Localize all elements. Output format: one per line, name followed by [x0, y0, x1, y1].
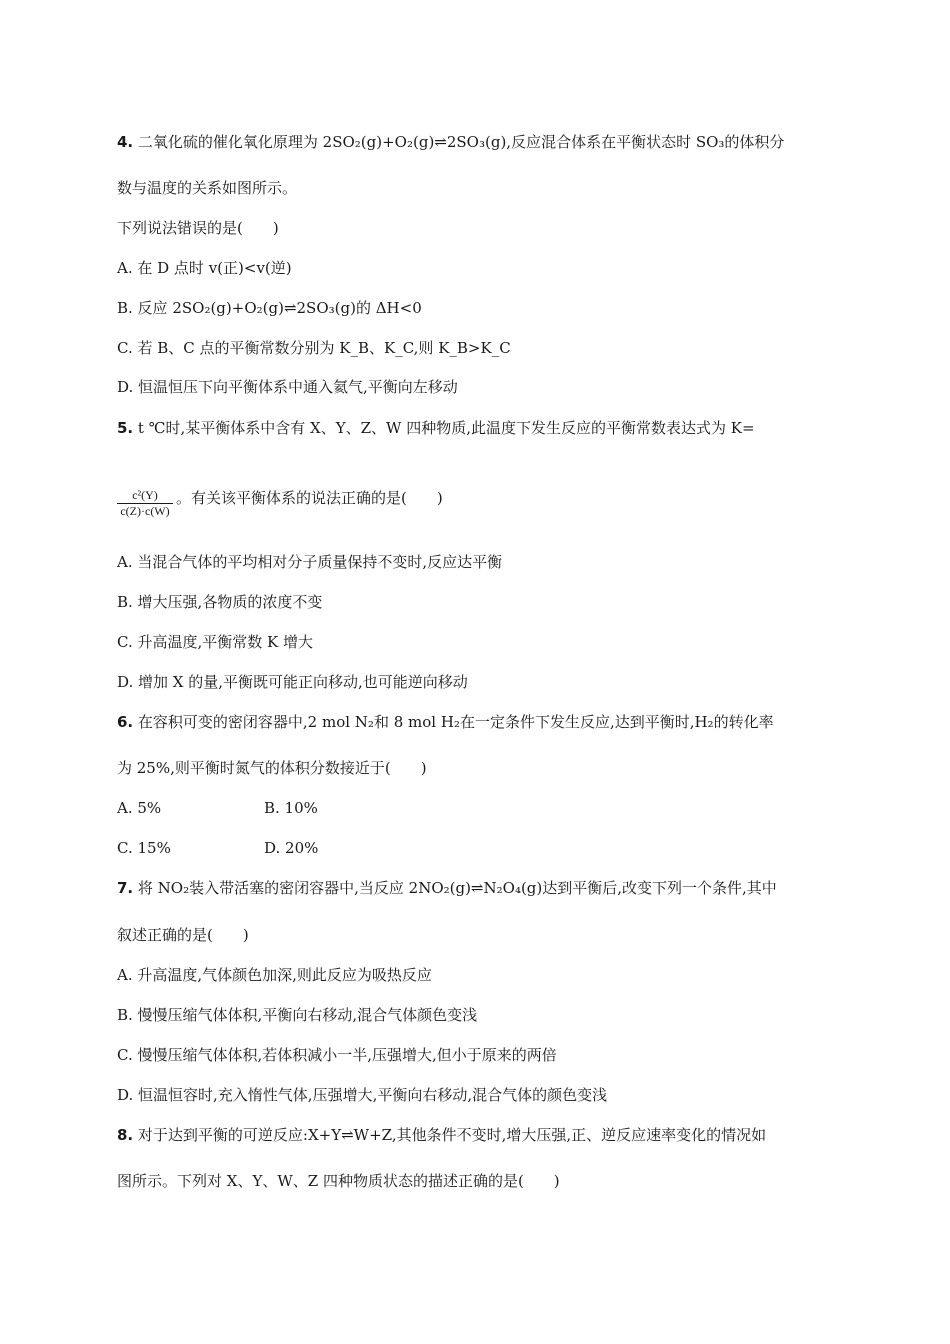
- q7-line2: 叙述正确的是( ): [117, 926, 249, 944]
- q5-fraction-numerator: c²(Y): [117, 488, 173, 504]
- q5-line1: 5. t ℃时,某平衡体系中含有 X、Y、Z、W 四种物质,此温度下发生反应的平衡常数表达式为 K=: [117, 419, 755, 437]
- q5-stem-tail: 。有关该平衡体系的说法正确的是( ): [176, 489, 443, 507]
- q7-option-d: D. 恒温恒容时,充入惰性气体,压强增大,平衡向右移动,混合气体的颜色变浅: [117, 1086, 608, 1104]
- q5-option-a: A. 当混合气体的平均相对分子质量保持不变时,反应达平衡: [117, 553, 503, 571]
- question-number: 8.: [117, 1126, 134, 1144]
- q4-stem: 下列说法错误的是( ): [117, 219, 279, 237]
- q7-line1: 7. 将 NO₂装入带活塞的密闭容器中,当反应 2NO₂(g)⇌N₂O₄(g)达到平衡后,改变下列一个条件,其中: [117, 879, 777, 897]
- question-number: 7.: [117, 879, 134, 897]
- q7-option-b: B. 慢慢压缩气体体积,平衡向右移动,混合气体颜色变浅: [117, 1006, 478, 1024]
- q5-k-fraction: [117, 488, 173, 518]
- q4-option-b: B. 反应 2SO₂(g)+O₂(g)⇌2SO₃(g)的 ΔH<0: [117, 299, 422, 317]
- question-number: 4.: [117, 133, 134, 151]
- q4-option-d: D. 恒温恒压下向平衡体系中通入氦气,平衡向左移动: [117, 378, 458, 396]
- q7-option-a: A. 升高温度,气体颜色加深,则此反应为吸热反应: [117, 966, 432, 984]
- q4-option-c: C. 若 B、C 点的平衡常数分别为 K_B、K_C,则 K_B>K_C: [117, 339, 511, 357]
- question-number: 5.: [117, 419, 134, 437]
- q4-line2: 数与温度的关系如图所示。: [117, 179, 298, 197]
- q8-line2: 图所示。下列对 X、Y、W、Z 四种物质状态的描述正确的是( ): [117, 1172, 560, 1190]
- q4-option-a: A. 在 D 点时 v(正)<v(逆): [117, 259, 292, 277]
- q6-option-b: B. 10%: [264, 799, 318, 817]
- q8-line1: 8. 对于达到平衡的可逆反应:X+Y⇌W+Z,其他条件不变时,增大压强,正、逆反应速率变化的情况如: [117, 1126, 767, 1144]
- q5-option-b: B. 增大压强,各物质的浓度不变: [117, 593, 323, 611]
- q6-line1: 6. 在容积可变的密闭容器中,2 mol N₂和 8 mol H₂在一定条件下发生反应,达到平衡时,H₂的转化率: [117, 713, 774, 731]
- question-number: 6.: [117, 713, 134, 731]
- q5-option-d: D. 增加 X 的量,平衡既可能正向移动,也可能逆向移动: [117, 673, 468, 691]
- q6-option-d: D. 20%: [264, 839, 319, 857]
- q6-line2: 为 25%,则平衡时氮气的体积分数接近于( ): [117, 759, 427, 777]
- q5-option-c: C. 升高温度,平衡常数 K 增大: [117, 633, 313, 651]
- q7-option-c: C. 慢慢压缩气体体积,若体积减小一半,压强增大,但小于原来的两倍: [117, 1046, 557, 1064]
- q6-option-c: C. 15%: [117, 839, 171, 857]
- q4-line1: 4. 二氧化硫的催化氧化原理为 2SO₂(g)+O₂(g)⇌2SO₃(g),反应混合体系在平衡状态时 SO₃的体积分: [117, 133, 785, 151]
- q6-option-a: A. 5%: [117, 799, 162, 817]
- q5-fraction-denominator: c(Z)·c(W): [120, 504, 170, 518]
